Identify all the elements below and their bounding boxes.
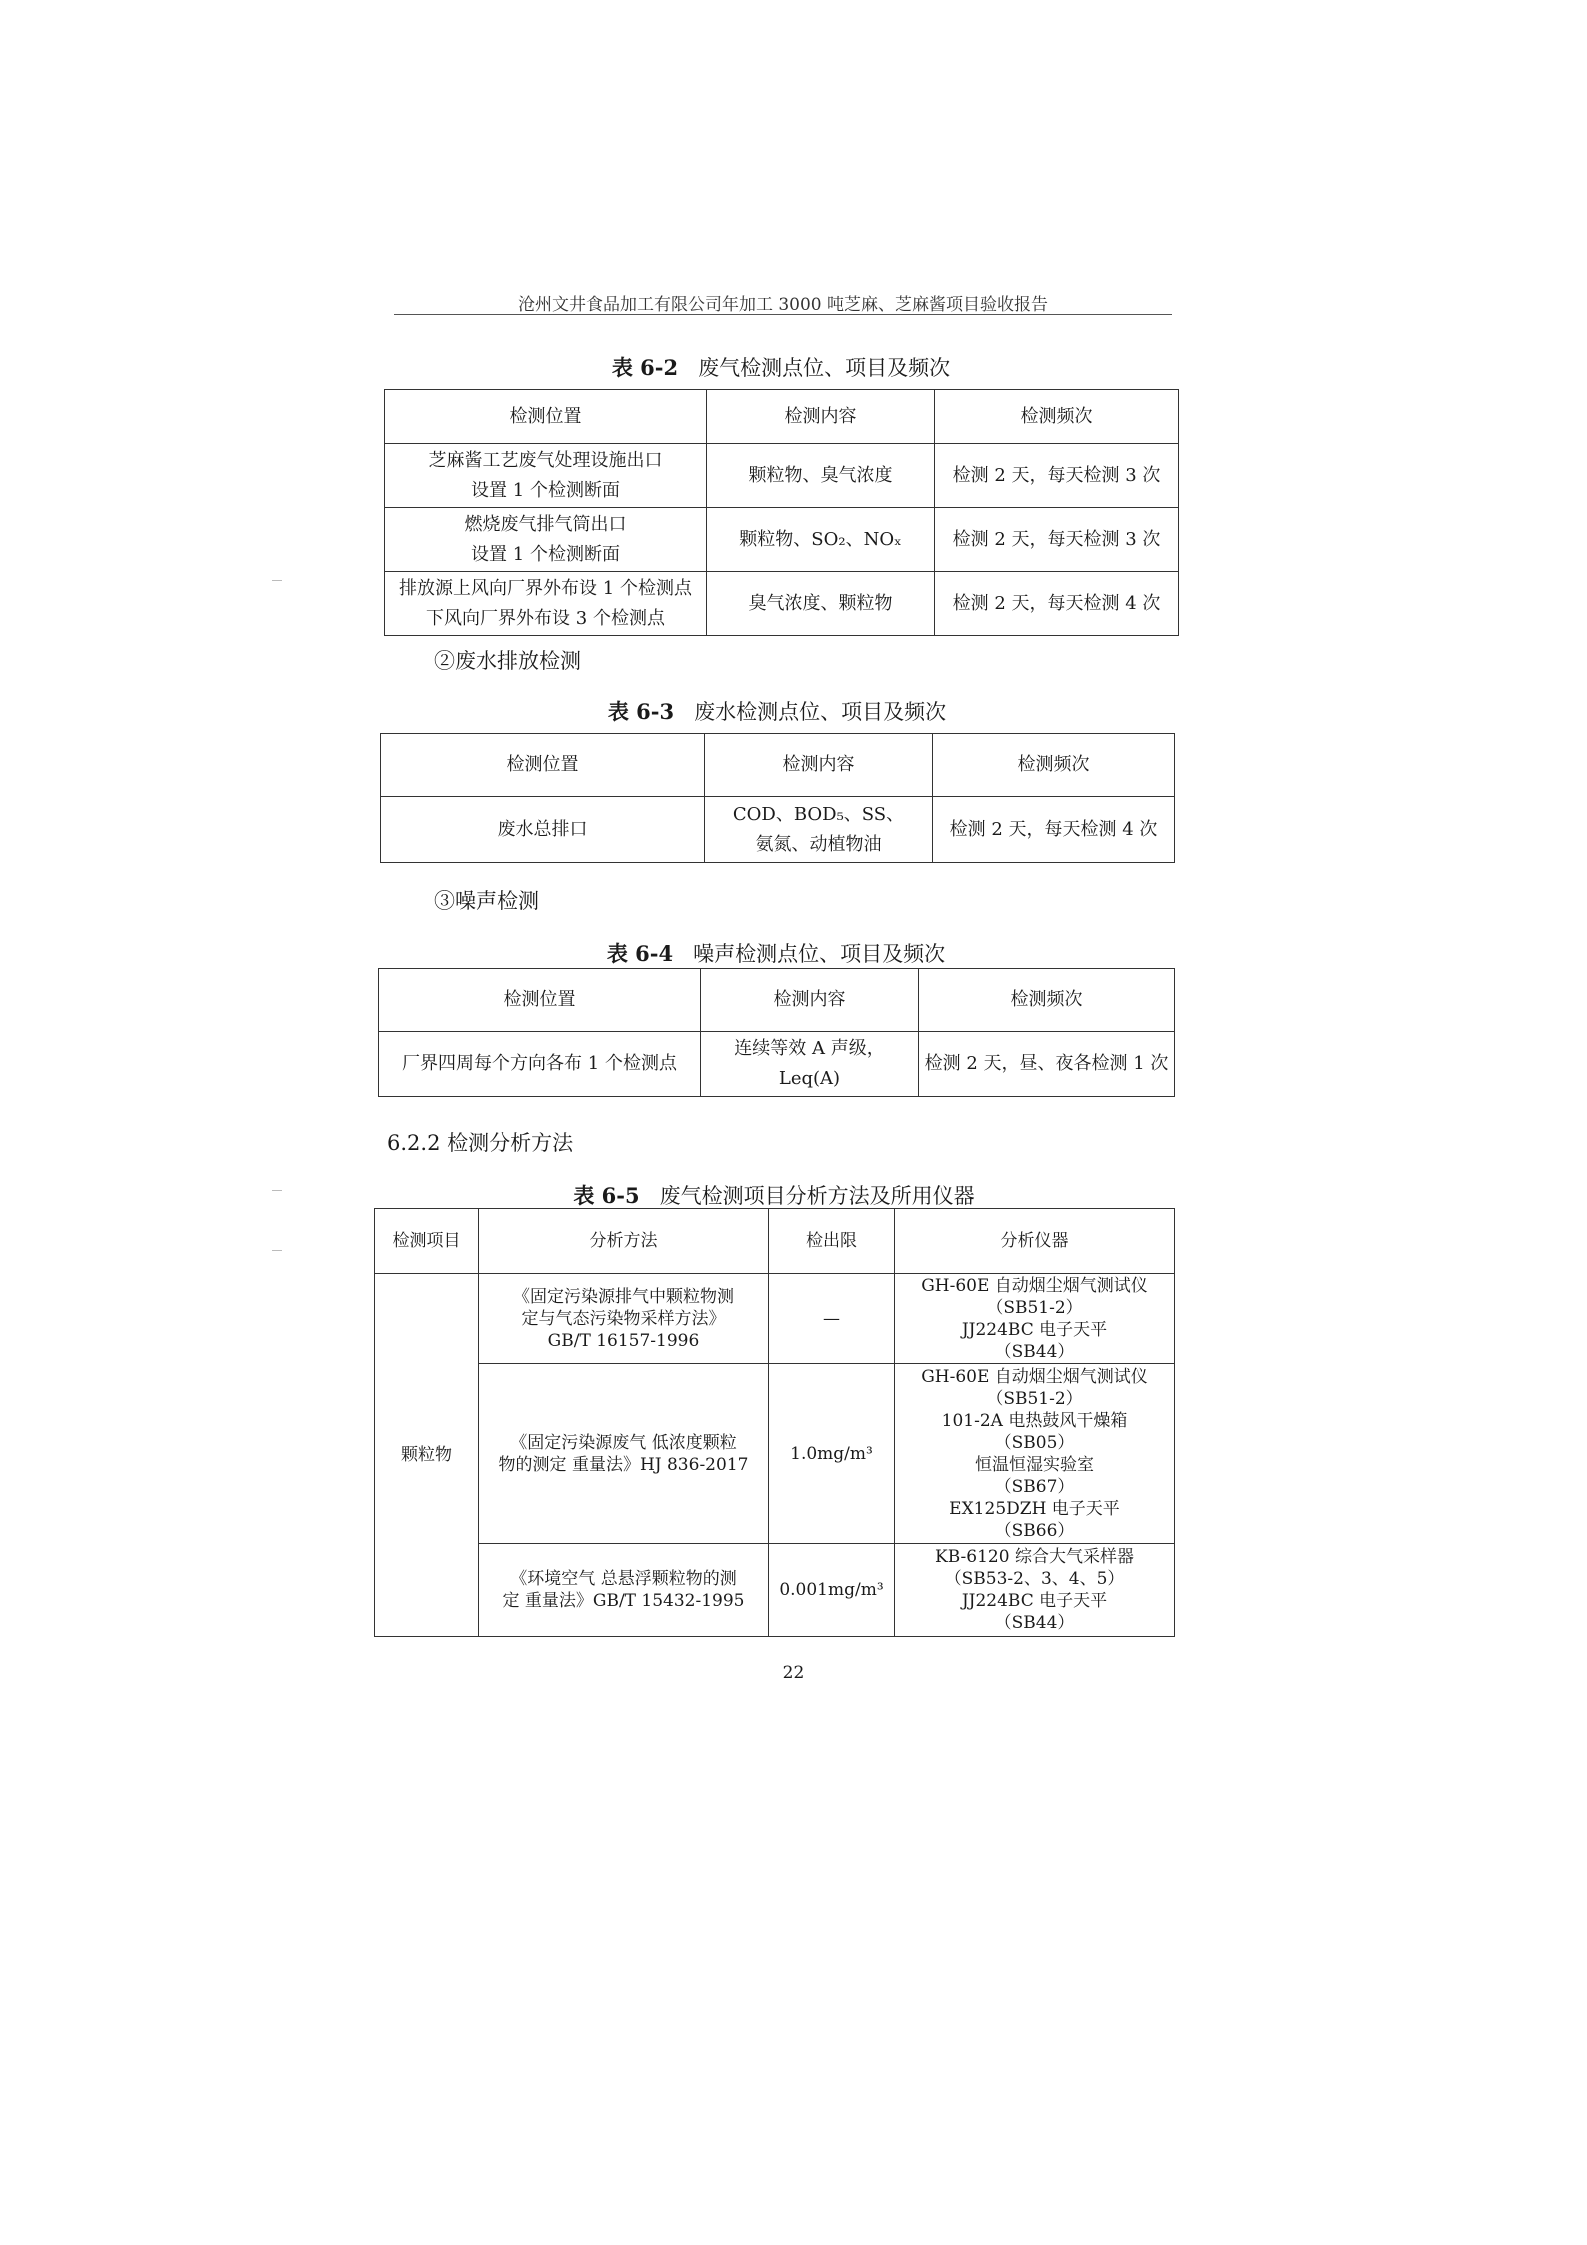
table-6-2-number: 表 6-2 xyxy=(611,355,679,380)
location-cell: 厂界四周每个方向各布 1 个检测点 xyxy=(379,1032,701,1097)
table-6-4-caption xyxy=(378,938,1174,968)
header-cell: 分析仪器 xyxy=(895,1209,1175,1274)
table-6-5-title: 废气检测项目分析方法及所用仪器 xyxy=(659,1184,975,1208)
table-6-4 xyxy=(378,968,1175,1097)
table-row xyxy=(385,444,1179,508)
table-6-2-title: 废气检测点位、项目及频次 xyxy=(698,356,951,380)
method-cell: 《固定污染源排气中颗粒物测 定与气态污染物采样方法》 GB/T 16157-1996 xyxy=(479,1274,769,1364)
frequency-cell: 检测 2 天，每天检测 4 次 xyxy=(933,797,1175,863)
detection-limit-cell: — xyxy=(769,1274,895,1364)
detection-item-cell: 颗粒物 xyxy=(375,1274,479,1637)
table-row xyxy=(375,1274,1175,1364)
instrument-cell: GH-60E 自动烟尘烟气测试仪 （SB51-2） 101-2A 电热鼓风干燥箱 （SB05） 恒温恒湿实验室 （SB67） EX125DZH 电子天平 （SB66） xyxy=(895,1364,1175,1544)
header-cell: 检测内容 xyxy=(705,734,933,797)
detection-limit-cell: 0.001mg/m³ xyxy=(769,1544,895,1637)
header-cell: 检测频次 xyxy=(933,734,1175,797)
table-row xyxy=(375,1544,1175,1637)
frequency-cell: 检测 2 天，每天检测 3 次 xyxy=(935,444,1179,508)
header-cell: 检测项目 xyxy=(375,1209,479,1274)
header-divider xyxy=(394,314,1172,315)
page-header: 沧州文井食品加工有限公司年加工 3000 吨芝麻、芝麻酱项目验收报告 xyxy=(517,295,1049,315)
location-cell: 排放源上风向厂界外布设 1 个检测点 下风向厂界外布设 3 个检测点 xyxy=(385,572,707,636)
frequency-cell: 检测 2 天，每天检测 4 次 xyxy=(935,572,1179,636)
section-noise-heading: ③噪声检测 xyxy=(434,889,539,913)
table-6-3 xyxy=(380,733,1175,863)
table-row xyxy=(375,1364,1175,1544)
location-cell: 芝麻酱工艺废气处理设施出口 设置 1 个检测断面 xyxy=(385,444,707,508)
header-cell: 检测内容 xyxy=(707,390,935,444)
table-row xyxy=(385,572,1179,636)
table-6-5-caption xyxy=(374,1180,1174,1210)
header-cell: 检测位置 xyxy=(379,969,701,1032)
table-header-row xyxy=(385,390,1179,444)
page-number: 22 xyxy=(782,1663,805,1683)
method-cell: 《固定污染源废气 低浓度颗粒 物的测定 重量法》HJ 836-2017 xyxy=(479,1364,769,1544)
table-6-4-title: 噪声检测点位、项目及频次 xyxy=(693,942,946,966)
table-header-row xyxy=(379,969,1175,1032)
method-cell: 《环境空气 总悬浮颗粒物的测 定 重量法》GB/T 15432-1995 xyxy=(479,1544,769,1637)
location-cell: 废水总排口 xyxy=(381,797,705,863)
scan-margin-mark xyxy=(272,1190,282,1191)
table-6-3-number: 表 6-3 xyxy=(607,699,675,724)
content-cell: 连续等效 A 声级， Leq(A) xyxy=(701,1032,919,1097)
table-6-2 xyxy=(384,389,1179,636)
header-cell: 检测频次 xyxy=(935,390,1179,444)
table-6-3-title: 废水检测点位、项目及频次 xyxy=(694,700,947,724)
frequency-cell: 检测 2 天，昼、夜各检测 1 次 xyxy=(919,1032,1175,1097)
content-cell: 臭气浓度、颗粒物 xyxy=(707,572,935,636)
scan-margin-mark xyxy=(272,580,282,581)
header-cell: 检测位置 xyxy=(381,734,705,797)
header-cell: 分析方法 xyxy=(479,1209,769,1274)
section-6-2-2-heading: 6.2.2 检测分析方法 xyxy=(387,1131,574,1155)
detection-limit-cell: 1.0mg/m³ xyxy=(769,1364,895,1544)
table-6-3-caption xyxy=(380,696,1174,726)
table-header-row xyxy=(375,1209,1175,1274)
table-row xyxy=(379,1032,1175,1097)
table-header-row xyxy=(381,734,1175,797)
table-row xyxy=(381,797,1175,863)
content-cell: 颗粒物、臭气浓度 xyxy=(707,444,935,508)
scan-margin-mark xyxy=(272,1250,282,1251)
header-cell: 检测内容 xyxy=(701,969,919,1032)
header-cell: 检出限 xyxy=(769,1209,895,1274)
location-cell: 燃烧废气排气筒出口 设置 1 个检测断面 xyxy=(385,508,707,572)
instrument-cell: KB-6120 综合大气采样器 （SB53-2、3、4、5） JJ224BC 电子天平 （SB44） xyxy=(895,1544,1175,1637)
header-cell: 检测频次 xyxy=(919,969,1175,1032)
table-6-5 xyxy=(374,1208,1175,1637)
table-row xyxy=(385,508,1179,572)
header-cell: 检测位置 xyxy=(385,390,707,444)
section-wastewater-heading: ②废水排放检测 xyxy=(434,649,581,673)
content-cell: COD、BOD₅、SS、 氨氮、动植物油 xyxy=(705,797,933,863)
instrument-cell: GH-60E 自动烟尘烟气测试仪 （SB51-2） JJ224BC 电子天平 （SB44） xyxy=(895,1274,1175,1364)
table-6-4-number: 表 6-4 xyxy=(606,941,674,966)
table-6-2-caption xyxy=(384,352,1178,382)
table-6-5-number: 表 6-5 xyxy=(573,1183,640,1208)
content-cell: 颗粒物、SO₂、NOₓ xyxy=(707,508,935,572)
frequency-cell: 检测 2 天，每天检测 3 次 xyxy=(935,508,1179,572)
